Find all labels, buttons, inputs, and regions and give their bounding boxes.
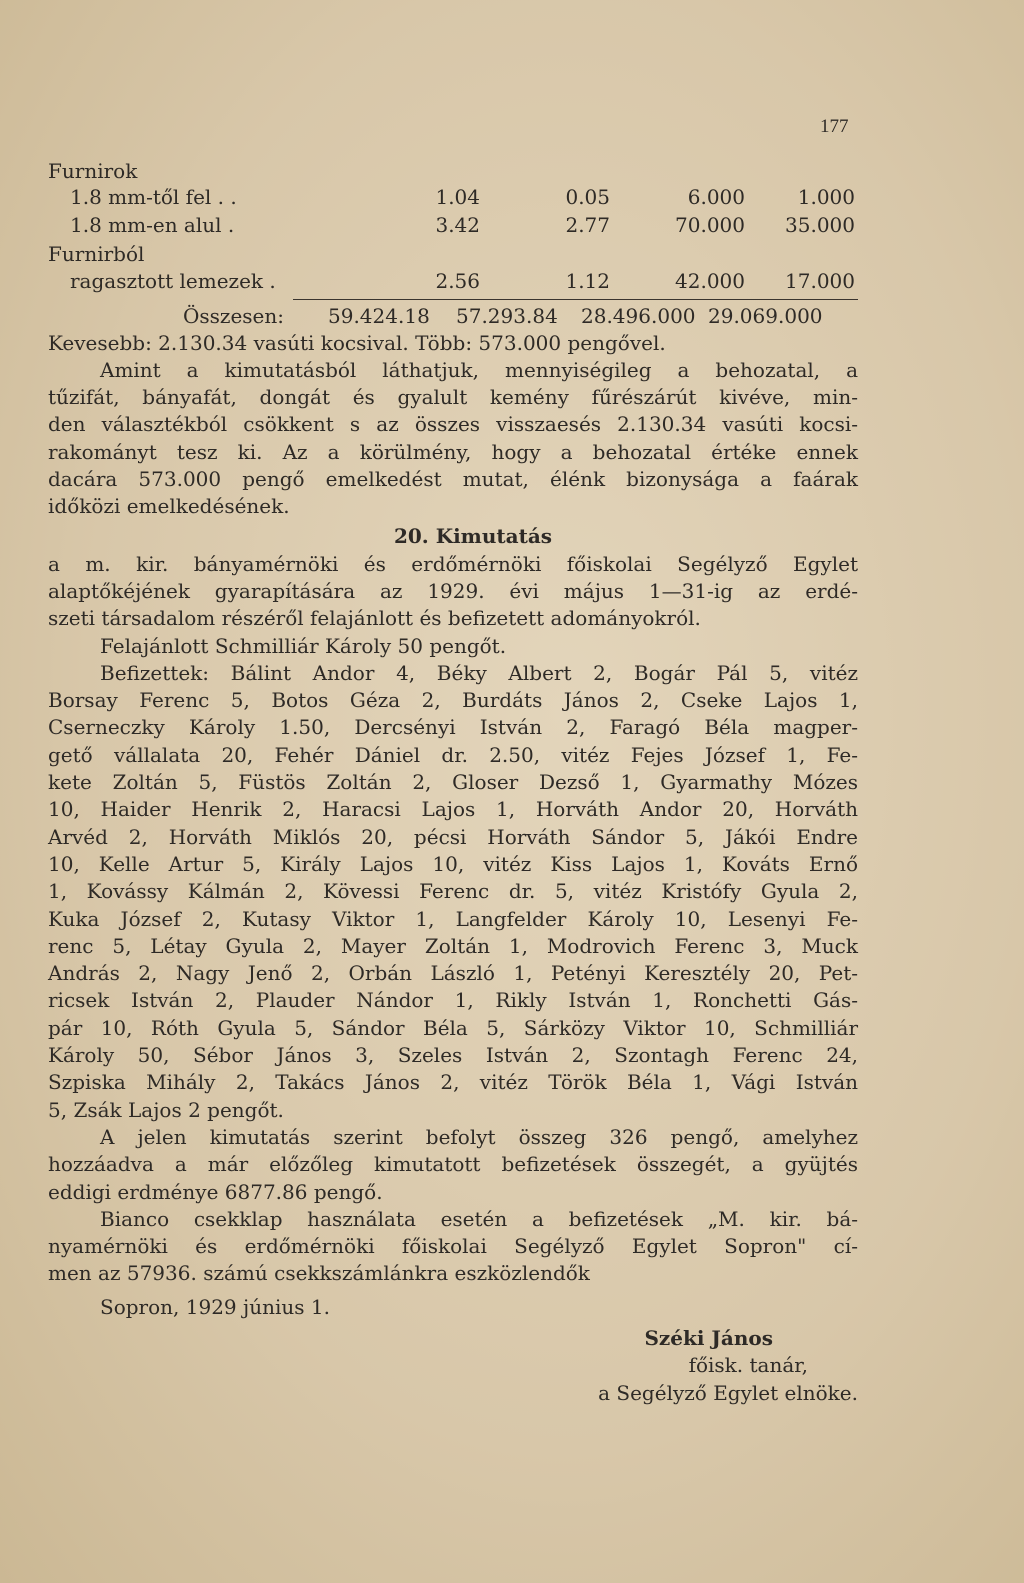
text-line: Amint a kimutatásból láthatjuk, mennyiségileg a behozatal, a (100, 357, 858, 382)
place-date: Sopron, 1929 június 1. (100, 1294, 330, 1319)
text-line: A jelen kimutatás szerint befolyt összeg 326 pengő, amelyhez (100, 1124, 858, 1149)
text-line: nyamérnöki és erdőmérnöki főiskolai Segélyző Egylet Sopron" cí- (48, 1234, 858, 1259)
signer-role: a Segélyző Egylet elnöke. (598, 1380, 858, 1405)
text-line: Borsay Ferenc 5, Botos Géza 2, Burdáts János 2, Cseke Lajos 1, (48, 688, 858, 713)
table-total-row (48, 300, 858, 330)
text-line: men az 57936. számú csekkszámlánkra eszközlendők (48, 1261, 590, 1286)
text-line: Cserneczky Károly 1.50, Dercsényi István 2, Faragó Béla magper- (48, 715, 858, 740)
text-line: András 2, Nagy Jenő 2, Orbán László 1, Petényi Keresztély 20, Pet- (48, 961, 858, 986)
text-line: ricsek István 2, Plauder Nándor 1, Rikly István 1, Ronchetti Gás- (48, 988, 858, 1013)
text-line: kete Zoltán 5, Füstös Zoltán 2, Gloser Dezső 1, Gyarmathy Mózes (48, 770, 858, 795)
table-row (48, 269, 858, 297)
cell: 2.77 (565, 213, 610, 238)
summary-paragraph (48, 330, 858, 521)
donor-list (48, 660, 858, 1124)
text-line: 10, Kelle Artur 5, Király Lajos 10, vitéz Kiss Lajos 1, Kováts Ernő (48, 851, 858, 876)
cell: 0.05 (565, 185, 610, 210)
offered-line: Felajánlott Schmilliár Károly 50 pengőt. (100, 633, 507, 658)
text-line: rakományt tesz ki. Az a körülmény, hogy a behozatal értéke ennek (48, 439, 858, 464)
intro-paragraph (48, 551, 858, 633)
bianco-paragraph (48, 1206, 858, 1288)
cell: 2.56 (435, 268, 480, 293)
text-line: den választékból csökkent s az összes visszaesés 2.130.34 vasúti kocsi- (48, 412, 858, 437)
text-line: eddigi erdménye 6877.86 pengő. (48, 1179, 383, 1204)
text-line: 10, Haider Henrik 2, Haracsi Lajos 1, Horváth Andor 20, Horváth (48, 797, 858, 822)
table-heading: Furnirok (48, 159, 138, 183)
row-label: 1.8 mm-től fel . . (70, 185, 237, 210)
total-label: Összesen: (183, 303, 285, 328)
text-line: gető vállalata 20, Fehér Dániel dr. 2.50, vitéz Fejes József 1, Fe- (48, 742, 858, 767)
cell: 1.12 (565, 268, 610, 293)
cell: 57.293.84 (456, 303, 558, 328)
text-line: 5, Zsák Lajos 2 pengőt. (48, 1097, 284, 1122)
row-label: 1.8 mm-en alul . (70, 213, 235, 238)
text-line: tűzifát, bányafát, dongát és gyalult kemény fűrészárút kivéve, min- (48, 385, 858, 410)
text-line: Bianco csekklap használata esetén a befizetések „M. kir. bá- (100, 1206, 858, 1231)
page-number: 177 (820, 116, 849, 137)
text-line: szeti társadalom részéről felajánlott és befizetett adományokról. (48, 606, 701, 631)
table-row (48, 185, 858, 213)
text-line: Arvéd 2, Horváth Miklós 20, pécsi Horváth Sándor 5, Jákói Endre (48, 824, 858, 849)
text-line: Befizettek: Bálint Andor 4, Béky Albert 2, Bogár Pál 5, vitéz (100, 660, 858, 685)
cell: 1.04 (435, 185, 480, 210)
cell: 42.000 (675, 268, 745, 293)
cell: 1.000 (797, 185, 855, 210)
text-line: Kevesebb: 2.130.34 vasúti kocsival. Több: 573.000 pengővel. (48, 330, 666, 355)
cell: 70.000 (675, 213, 745, 238)
text-line: Szpiska Mihály 2, Takács János 2, vitéz Török Béla 1, Vági István (48, 1070, 858, 1095)
signer-name: Széki János (644, 1325, 773, 1350)
text-line: alaptőkéjének gyarapítására az 1929. évi május 1—31-ig az erdé- (48, 578, 858, 603)
text-line: pár 10, Róth Gyula 5, Sándor Béla 5, Sárközy Viktor 10, Schmilliár (48, 1015, 858, 1040)
signature-block (48, 1325, 858, 1407)
text-line: renc 5, Létay Gyula 2, Mayer Zoltán 1, Modrovich Ferenc 3, Muck (48, 933, 858, 958)
text-line: Károly 50, Sébor János 3, Szeles István 2, Szontagh Ferenc 24, (48, 1043, 858, 1068)
section-heading: 20. Kimutatás (393, 523, 553, 548)
cell: 35.000 (785, 213, 855, 238)
result-paragraph (48, 1124, 858, 1206)
cell: 3.42 (435, 213, 480, 238)
cell: 59.424.18 (328, 303, 430, 328)
cell: 6.000 (687, 185, 745, 210)
text-line: a m. kir. bányamérnöki és erdőmérnöki főiskolai Segélyző Egylet (48, 551, 858, 576)
text-line: Kuka József 2, Kutasy Viktor 1, Langfelder Károly 10, Lesenyi Fe- (48, 906, 858, 931)
cell: 28.496.000 (581, 303, 696, 328)
text-line: 1, Kovássy Kálmán 2, Kövessi Ferenc dr. 5, vitéz Kristófy Gyula 2, (48, 879, 858, 904)
row-label: ragasztott lemezek . (70, 268, 276, 293)
signer-title: főisk. tanár, (688, 1353, 808, 1378)
group-label: Furnirból (48, 242, 145, 267)
text-line: hozzáadva a már előzőleg kimutatott befizetések összegét, a gyüjtés (48, 1152, 858, 1177)
page-body (48, 100, 858, 1407)
text-line: dacára 573.000 pengő emelkedést mutat, élénk bizonysága a faárak (48, 467, 858, 492)
table-row (48, 213, 858, 241)
text-line: időközi emelkedésének. (48, 494, 290, 519)
cell: 29.069.000 (708, 303, 823, 328)
cell: 17.000 (785, 268, 855, 293)
